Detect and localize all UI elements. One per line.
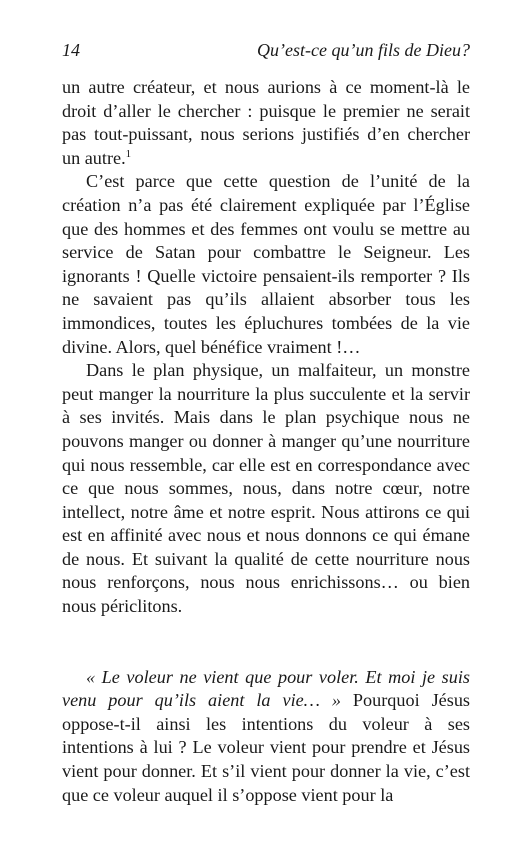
paragraph-1	[62, 76, 470, 170]
book-page	[62, 38, 470, 807]
paragraph-1-text: un autre créateur, et nous aurions à ce moment-là le droit d’aller le chercher : puisque le premier ne serait pas tout-puissant, nous serions justifiés d’en chercher un autre.	[62, 77, 470, 168]
paragraph-3: Dans le plan physique, un malfaiteur, un monstre peut manger la nourriture la plus succulente et la servir à ses invités. Mais dans le plan psychique nous ne pouvons manger ou donner à manger qu’une nourriture qui nous ressemble, car elle est en correspondance avec ce que nous sommes, nous, dans notre cœur, notre intellect, notre âme et notre esprit. Nous attirons ce qui est en affinité avec nous et nous donnons ce qui émane de nous. Et suivant la qualité de cette nourriture nous nous renforçons, nous nous enrichissons… ou bien nous périclitons.	[62, 360, 470, 617]
page-number: 14	[62, 40, 80, 60]
paragraph-4-text: Pourquoi Jésus oppose-t-il ainsi les intentions du voleur à ses intentions à lui ? Le voleur vient pour prendre et Jésus vient pour donner. Et s’il vient pour donner la vie, c’est que ce voleur auquel il s’oppose vient pour la	[62, 690, 470, 805]
footnote-reference: 1	[125, 147, 132, 160]
section-gap	[62, 619, 470, 666]
paragraph-4	[62, 666, 470, 808]
running-title: Qu’est-ce qu’un fils de Dieu?	[257, 40, 470, 60]
body-text	[62, 76, 470, 807]
gospel-quote: « Le voleur ne vient que pour voler. Et moi je suis venu pour qu’ils aient la vie… »	[62, 666, 470, 711]
running-header	[62, 38, 470, 76]
paragraph-2: C’est parce que cette question de l’unité de la création n’a pas été clairement expliquée par l’Église que des hommes et des femmes ont voulu se mettre au service de Satan pour combattre le Seigneur. Les ignorants ! Quelle victoire pensaient-ils remporter ? Ils ne savaient pas qu’ils allaient absorber tous les immondices, toutes les épluchures tombées de la vie divine. Alors, quel bénéfice vraiment !…	[62, 171, 470, 357]
